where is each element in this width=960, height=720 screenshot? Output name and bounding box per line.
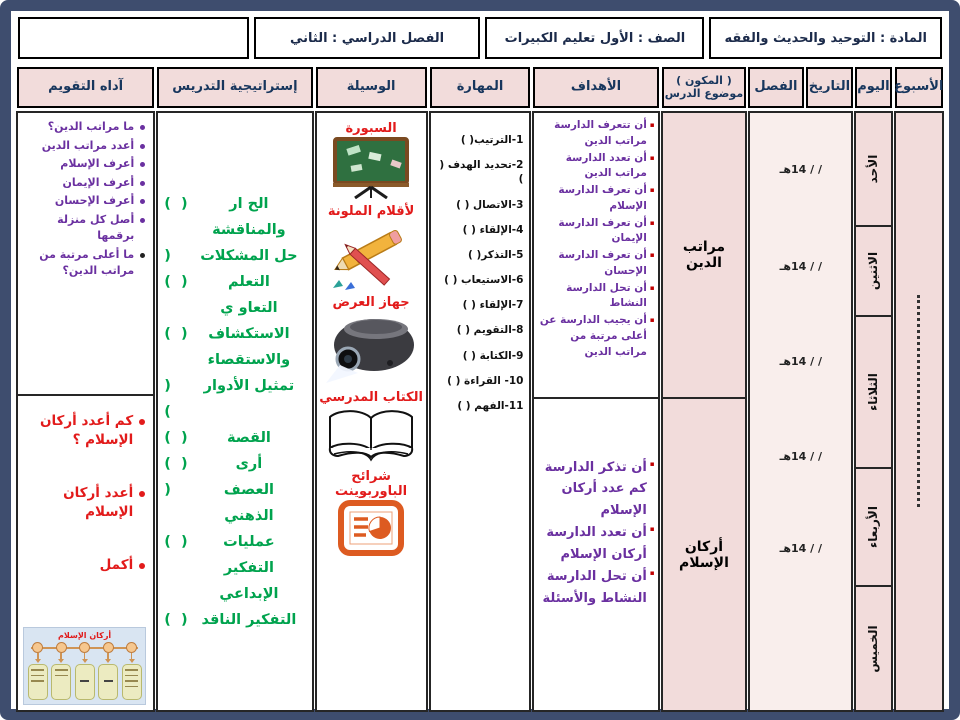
circle-icon bbox=[103, 642, 114, 653]
period-header: الفصل bbox=[748, 67, 803, 108]
strategy-line: الاستكشاف ( ) bbox=[164, 326, 290, 342]
strategy-header: إستراتيجية التدريس bbox=[157, 67, 312, 108]
subject-label: المادة : التوحيد والحديث والفقه bbox=[724, 30, 927, 46]
strategy-line: ) bbox=[164, 404, 171, 420]
skill-item: 3-الاتصال ( ) bbox=[456, 198, 524, 211]
objective-item: ▪ أن تحل الدارسة النشاط bbox=[536, 281, 654, 313]
strategy-line: والاستقصاء bbox=[207, 352, 291, 368]
diagram-box-blank bbox=[75, 664, 95, 700]
square-bullet-icon: ▪ bbox=[649, 460, 655, 468]
assessment-item: ما مراتب الدين؟ bbox=[20, 119, 149, 136]
strategy-line: أرى ( ) bbox=[164, 456, 263, 472]
arrow-down-icon bbox=[35, 659, 41, 663]
round-bullet-icon bbox=[139, 563, 145, 569]
strategy-line: حل المشكلات ( bbox=[164, 248, 298, 264]
date-value: / / 14هـ bbox=[779, 450, 822, 463]
subject-box bbox=[709, 17, 942, 59]
means-cell bbox=[315, 111, 428, 712]
square-bullet-icon: ▪ bbox=[649, 218, 655, 227]
skill-item: 4-الإلقاء ( ) bbox=[462, 223, 524, 236]
strategy-line: عمليات ( ) bbox=[164, 534, 275, 550]
round-bullet-icon bbox=[140, 144, 145, 149]
round-bullet-icon bbox=[139, 419, 145, 425]
topic-lesson1: مراتب الدين bbox=[663, 113, 746, 399]
objectives-lesson2 bbox=[534, 399, 657, 710]
skills-header: المهارة bbox=[430, 67, 531, 108]
objective-item: ▪ أن تعدد الدارسة مراتب الدين bbox=[536, 151, 654, 183]
assessment-column bbox=[16, 67, 155, 712]
day-column bbox=[854, 67, 892, 712]
assessment-item: أعرف الإسلام bbox=[20, 156, 149, 173]
date-value: / / 14هـ bbox=[779, 355, 822, 368]
assessment-item: أصل كل منزلة برقمها bbox=[20, 212, 149, 245]
strategy-line: التعاو ي bbox=[220, 300, 278, 316]
day-cell: الاثنين bbox=[856, 227, 890, 317]
date-column bbox=[748, 67, 853, 712]
objective-item: ▪ أن تعرف الدارسة الإسلام bbox=[536, 183, 654, 215]
day-cells bbox=[854, 111, 892, 712]
strategy-cell bbox=[156, 111, 313, 712]
diagram-box-blank bbox=[98, 664, 118, 700]
diagram-node bbox=[126, 642, 137, 663]
assessment-cells bbox=[16, 111, 155, 712]
date-header: التاريخ bbox=[806, 67, 854, 108]
square-bullet-icon: ▪ bbox=[649, 251, 655, 259]
diagram-node bbox=[56, 642, 67, 663]
strategy-line: القصة ( ) bbox=[164, 430, 271, 446]
means-header: الوسيلة bbox=[316, 67, 427, 108]
strategy-line: التعلم ( ) bbox=[164, 274, 270, 290]
means-pencils: لأقلام الملونة bbox=[328, 204, 414, 290]
square-bullet-icon: ▪ bbox=[649, 283, 655, 292]
powerpoint-icon bbox=[338, 500, 404, 558]
objective-item: ▪ أن تتعرف الدارسة مراتب الدين bbox=[536, 118, 654, 150]
objectives-lesson1 bbox=[534, 113, 657, 399]
day-header: اليوم bbox=[855, 67, 891, 108]
assessment-item: أعرف الإحسان bbox=[20, 193, 149, 210]
arrow-down-icon bbox=[129, 659, 135, 663]
strategy-line: التفكير bbox=[223, 560, 274, 576]
means-column bbox=[315, 67, 428, 712]
objectives-cells bbox=[532, 111, 659, 712]
skill-item: 11-الفهم ( ) bbox=[457, 399, 524, 412]
topic-column bbox=[661, 67, 748, 712]
square-bullet-icon: ▪ bbox=[649, 186, 655, 194]
lesson-plan-table bbox=[16, 67, 944, 712]
grade-label: الصف : الأول تعليم الكبيرات bbox=[504, 30, 686, 46]
skill-item: 7-الإلقاء ( ) bbox=[462, 299, 524, 312]
date-value: / / 14هـ bbox=[779, 163, 822, 176]
colored-pencils-icon bbox=[329, 220, 413, 290]
strategy-line: تمثيل الأدوار ( bbox=[164, 378, 295, 394]
diagram-box-filled bbox=[28, 664, 48, 700]
pillars-diagram bbox=[23, 627, 146, 705]
objective-item: ▪ أن تذكر الدارسة كم عدد أركان الإسلام bbox=[536, 457, 654, 521]
means-blackboard: السبورة bbox=[325, 121, 417, 199]
round-bullet-icon bbox=[140, 181, 145, 186]
day-cell: الخميس bbox=[856, 587, 890, 710]
semester-label: الفصل الدراسي : الثاني bbox=[289, 30, 445, 46]
skill-item: 2-تحديد الهدف ( ) bbox=[439, 159, 524, 186]
week-column bbox=[894, 67, 944, 712]
objective-item: ▪ أن تحل الدارسة النشاط والأسئلة bbox=[536, 566, 654, 609]
skills-cell bbox=[429, 111, 532, 712]
skills-column bbox=[429, 67, 532, 712]
objectives-column bbox=[532, 67, 659, 712]
grade-box bbox=[485, 17, 704, 59]
strategy-line: الح ار ( ) bbox=[164, 196, 269, 212]
objective-item: ▪ أن تعدد الدارسة أركان الإسلام bbox=[536, 522, 654, 565]
strategy-line: الإبداعي bbox=[219, 586, 279, 602]
round-bullet-icon bbox=[140, 125, 145, 130]
semester-box bbox=[254, 17, 481, 59]
objective-item: ▪ أن تعرف الدارسة الإحسان bbox=[536, 248, 654, 280]
assessment-lesson2 bbox=[18, 396, 153, 710]
diagram-connector bbox=[26, 642, 143, 663]
assessment-lesson1 bbox=[18, 113, 153, 396]
circle-icon bbox=[56, 642, 67, 653]
topic-lesson2: أركان الإسلام bbox=[663, 399, 746, 710]
round-bullet-icon bbox=[140, 218, 145, 223]
means-book: الكتاب المدرسي bbox=[319, 390, 423, 464]
round-bullet-icon bbox=[140, 253, 145, 258]
square-bullet-icon: ▪ bbox=[649, 316, 655, 324]
blackboard-icon bbox=[325, 137, 417, 199]
assessment-header: آداه التقويم bbox=[17, 67, 154, 108]
objective-item: ▪ أن يجيب الدارسة عن أعلى مرتبة من مراتب الدين bbox=[536, 313, 654, 360]
week-cell bbox=[894, 111, 944, 712]
arrow-down-icon bbox=[82, 659, 88, 663]
empty-box bbox=[18, 17, 249, 59]
arrow-down-icon bbox=[58, 659, 64, 663]
assessment-item: كم أعدد أركان الإسلام ؟ bbox=[20, 412, 149, 450]
assessment-item: أعدد أركان الإسلام bbox=[20, 484, 149, 522]
strategy-column bbox=[156, 67, 313, 712]
circle-icon bbox=[126, 642, 137, 653]
skill-item: 9-الكتابة ( ) bbox=[462, 349, 524, 362]
skill-item: 6-الاستيعاب ( ) bbox=[444, 274, 524, 287]
day-cell: الثلاثاء bbox=[856, 317, 890, 469]
diagram-box-filled bbox=[122, 664, 142, 700]
objective-item: ▪ أن تعرف الدارسة الإيمان bbox=[536, 216, 654, 248]
strategy-line: الذهني bbox=[224, 508, 274, 524]
circle-icon bbox=[79, 642, 90, 653]
day-cell: الأحد bbox=[856, 113, 890, 227]
projector-icon bbox=[324, 311, 418, 385]
square-bullet-icon: ▪ bbox=[649, 121, 655, 129]
book-icon bbox=[324, 406, 418, 464]
skill-item: 10- القراءة ( ) bbox=[447, 374, 524, 387]
diagram-box-filled bbox=[51, 664, 71, 700]
strategy-line: العصف ( bbox=[164, 482, 274, 498]
strategy-line: التفكير الناقد ( ) bbox=[164, 612, 297, 628]
topic-header: ( المكون ) موضوع الدرس bbox=[662, 67, 747, 108]
day-cell: الأربعاء bbox=[856, 469, 890, 587]
diagram-title: أركان الإسلام bbox=[58, 631, 112, 640]
arrow-down-icon bbox=[105, 659, 111, 663]
topic-cells bbox=[661, 111, 748, 712]
date-value: / / 14هـ bbox=[779, 260, 822, 273]
date-period-headers bbox=[748, 67, 853, 108]
skill-item: 5-التذكر( ) bbox=[468, 248, 524, 261]
dotted-line bbox=[917, 295, 920, 507]
assessment-item: ما أعلى مرتبة من مراتب الدين؟ bbox=[20, 247, 149, 280]
assessment-item: أعدد مراتب الدين bbox=[20, 138, 149, 155]
skill-item: 1-الترتيب( ) bbox=[460, 134, 524, 146]
circle-icon bbox=[32, 642, 43, 653]
diagram-boxes bbox=[26, 664, 143, 700]
diagram-node bbox=[32, 642, 43, 663]
skill-item: 8-التقويم ( ) bbox=[456, 324, 524, 337]
round-bullet-icon bbox=[140, 162, 145, 167]
round-bullet-icon bbox=[140, 199, 145, 204]
square-bullet-icon: ▪ bbox=[649, 569, 655, 578]
strategy-line: والمناقشة bbox=[212, 222, 286, 238]
round-bullet-icon bbox=[139, 491, 145, 497]
objectives-header: الأهداف bbox=[533, 67, 658, 108]
assessment-item: أكمل bbox=[20, 556, 149, 575]
diagram-node bbox=[103, 642, 114, 663]
square-bullet-icon: ▪ bbox=[649, 153, 655, 162]
date-cells bbox=[748, 111, 853, 712]
means-powerpoint: شرائح الباوربوينت bbox=[317, 469, 426, 558]
square-bullet-icon: ▪ bbox=[649, 525, 655, 534]
assessment-item: أعرف الإيمان bbox=[20, 175, 149, 192]
diagram-node bbox=[79, 642, 90, 663]
week-header: الأسبوع bbox=[895, 67, 943, 108]
date-value: / / 14هـ bbox=[779, 542, 822, 555]
means-projector: جهاز العرض bbox=[324, 295, 418, 385]
top-header-row bbox=[18, 17, 942, 59]
